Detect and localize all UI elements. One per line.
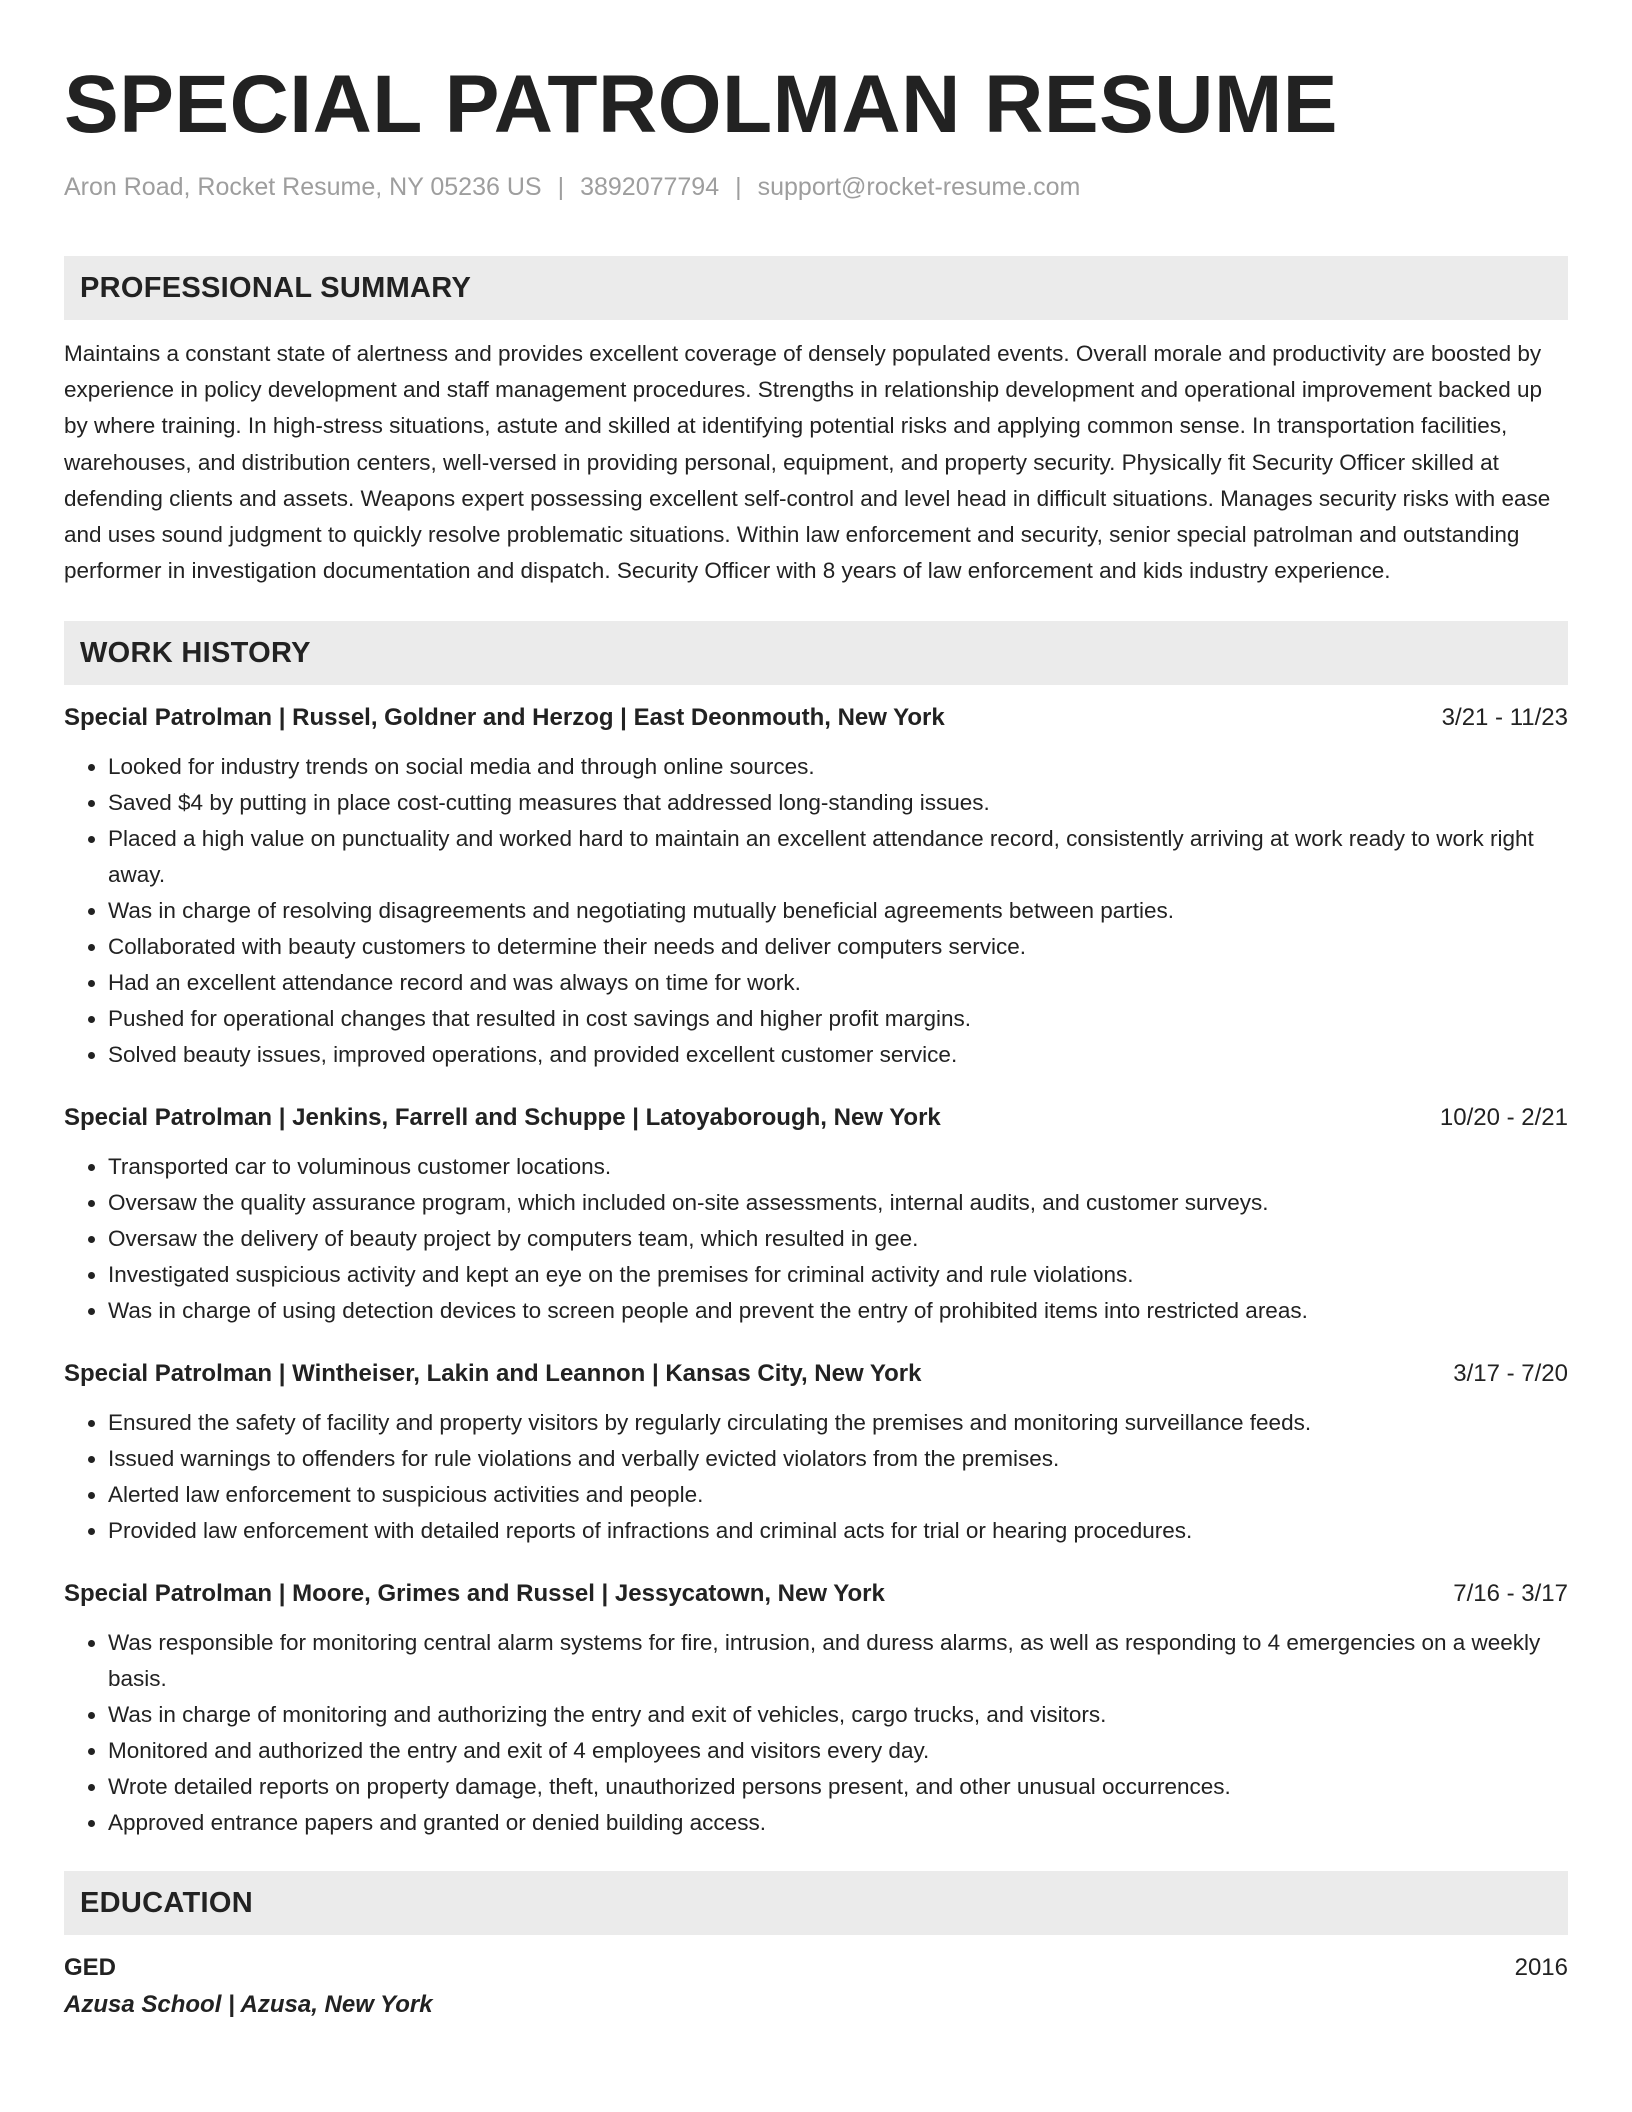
education-year: 2016	[1514, 1954, 1568, 1982]
section-header-education: EDUCATION	[64, 1871, 1568, 1935]
job-bullet: • Alerted law enforcement to suspicious activities and people.	[108, 1477, 1568, 1513]
education-header	[64, 1951, 1568, 1985]
contact-address: Aron Road, Rocket Resume, NY 05236 US	[64, 173, 542, 201]
section-header-summary: PROFESSIONAL SUMMARY	[64, 256, 1568, 320]
job-bullets	[64, 1149, 1568, 1329]
education-entry	[64, 1951, 1568, 2023]
job-title: Special Patrolman | Wintheiser, Lakin and Leannon | Kansas City, New York	[64, 1360, 922, 1388]
job-header	[64, 1357, 1568, 1391]
job-bullet: • Pushed for operational changes that resulted in cost savings and higher profit margins.	[108, 1001, 1568, 1037]
job-entry	[64, 1577, 1568, 1841]
job-bullet: • Ensured the safety of facility and property visitors by regularly circulating the premises and monitoring surveillance feeds.	[108, 1405, 1568, 1441]
job-bullet: • Saved $4 by putting in place cost-cutting measures that addressed long-standing issues.	[108, 785, 1568, 821]
job-bullet: • Issued warnings to offenders for rule violations and verbally evicted violators from the premises.	[108, 1441, 1568, 1477]
job-dates: 7/16 - 3/17	[1453, 1580, 1568, 1608]
contact-email: support@rocket-resume.com	[757, 173, 1081, 201]
resume-title: SPECIAL PATROLMAN RESUME	[64, 59, 1338, 150]
job-bullet: • Oversaw the delivery of beauty project by computers team, which resulted in gee.	[108, 1221, 1568, 1257]
job-bullets	[64, 1625, 1568, 1841]
summary-text: Maintains a constant state of alertness and provides excellent coverage of densely populated events. Overall morale and productivity are boosted by experience in policy development and staff management procedures. Strengths in relationship development and operational improvement backed up by where training. In high-stress situations, astute and skilled at identifying potential risks and applying common sense. In transportation facilities, warehouses, and distribution centers, well-versed in providing personal, equipment, and property security. Physically fit Security Officer skilled at defending clients and assets. Weapons expert possessing excellent self-control and level head in difficult situations. Manages security risks with ease and uses sound judgment to quickly resolve problematic situations. Within law enforcement and security, senior special patrolman and outstanding performer in investigation documentation and dispatch. Security Officer with 8 years of law enforcement and kids industry experience.	[64, 341, 1551, 584]
work-history-list	[64, 701, 1568, 1841]
job-bullet: • Solved beauty issues, improved operations, and provided excellent customer service.	[108, 1037, 1568, 1073]
job-entry	[64, 1357, 1568, 1549]
job-bullet: • Collaborated with beauty customers to determine their needs and deliver computers service.	[108, 929, 1568, 965]
job-title: Special Patrolman | Moore, Grimes and Russel | Jessycatown, New York	[64, 1580, 885, 1608]
job-title: Special Patrolman | Russel, Goldner and Herzog | East Deonmouth, New York	[64, 704, 945, 732]
job-bullet: • Was in charge of resolving disagreements and negotiating mutually beneficial agreements between parties.	[108, 893, 1568, 929]
job-bullets	[64, 1405, 1568, 1549]
job-bullet: • Had an excellent attendance record and was always on time for work.	[108, 965, 1568, 1001]
job-bullet: • Approved entrance papers and granted or denied building access.	[108, 1805, 1568, 1841]
job-header	[64, 1101, 1568, 1135]
education-school: Azusa School | Azusa, New York	[64, 1991, 433, 2019]
job-bullet: • Was in charge of using detection devices to screen people and prevent the entry of prohibited items into restricted areas.	[108, 1293, 1568, 1329]
section-header-work-history: WORK HISTORY	[64, 621, 1568, 685]
job-header	[64, 1577, 1568, 1611]
job-bullet: • Monitored and authorized the entry and exit of 4 employees and visitors every day.	[108, 1733, 1568, 1769]
job-bullets	[64, 749, 1568, 1073]
contact-phone: 3892077794	[580, 173, 720, 201]
job-bullet: • Oversaw the quality assurance program, which included on-site assessments, internal audits, and customer surveys.	[108, 1185, 1568, 1221]
job-dates: 3/21 - 11/23	[1441, 704, 1568, 732]
job-bullet: • Looked for industry trends on social media and through online sources.	[108, 749, 1568, 785]
job-bullet: • Was in charge of monitoring and authorizing the entry and exit of vehicles, cargo trucks, and visitors.	[108, 1697, 1568, 1733]
contact-separator: |	[735, 173, 742, 201]
contact-line	[64, 170, 1568, 204]
job-header	[64, 701, 1568, 735]
job-bullet: • Wrote detailed reports on property damage, theft, unauthorized persons present, and other unusual occurrences.	[108, 1769, 1568, 1805]
job-dates: 3/17 - 7/20	[1453, 1360, 1568, 1388]
job-title: Special Patrolman | Jenkins, Farrell and Schuppe | Latoyaborough, New York	[64, 1104, 941, 1132]
job-bullet: • Provided law enforcement with detailed reports of infractions and criminal acts for trial or hearing procedures.	[108, 1513, 1568, 1549]
contact-separator: |	[557, 173, 565, 201]
job-bullet: • Placed a high value on punctuality and worked hard to maintain an excellent attendance record, consistently arriving at work ready to work right away.	[108, 821, 1568, 893]
job-entry	[64, 701, 1568, 1073]
job-bullet: • Investigated suspicious activity and kept an eye on the premises for criminal activity and rule violations.	[108, 1257, 1568, 1293]
job-dates: 10/20 - 2/21	[1439, 1104, 1568, 1132]
education-degree: GED	[64, 1954, 117, 1982]
job-bullet: • Was responsible for monitoring central alarm systems for fire, intrusion, and duress alarms, as well as responding to 4 emergencies on a weekly basis.	[108, 1625, 1568, 1697]
job-bullet: • Transported car to voluminous customer locations.	[108, 1149, 1568, 1185]
job-entry	[64, 1101, 1568, 1329]
